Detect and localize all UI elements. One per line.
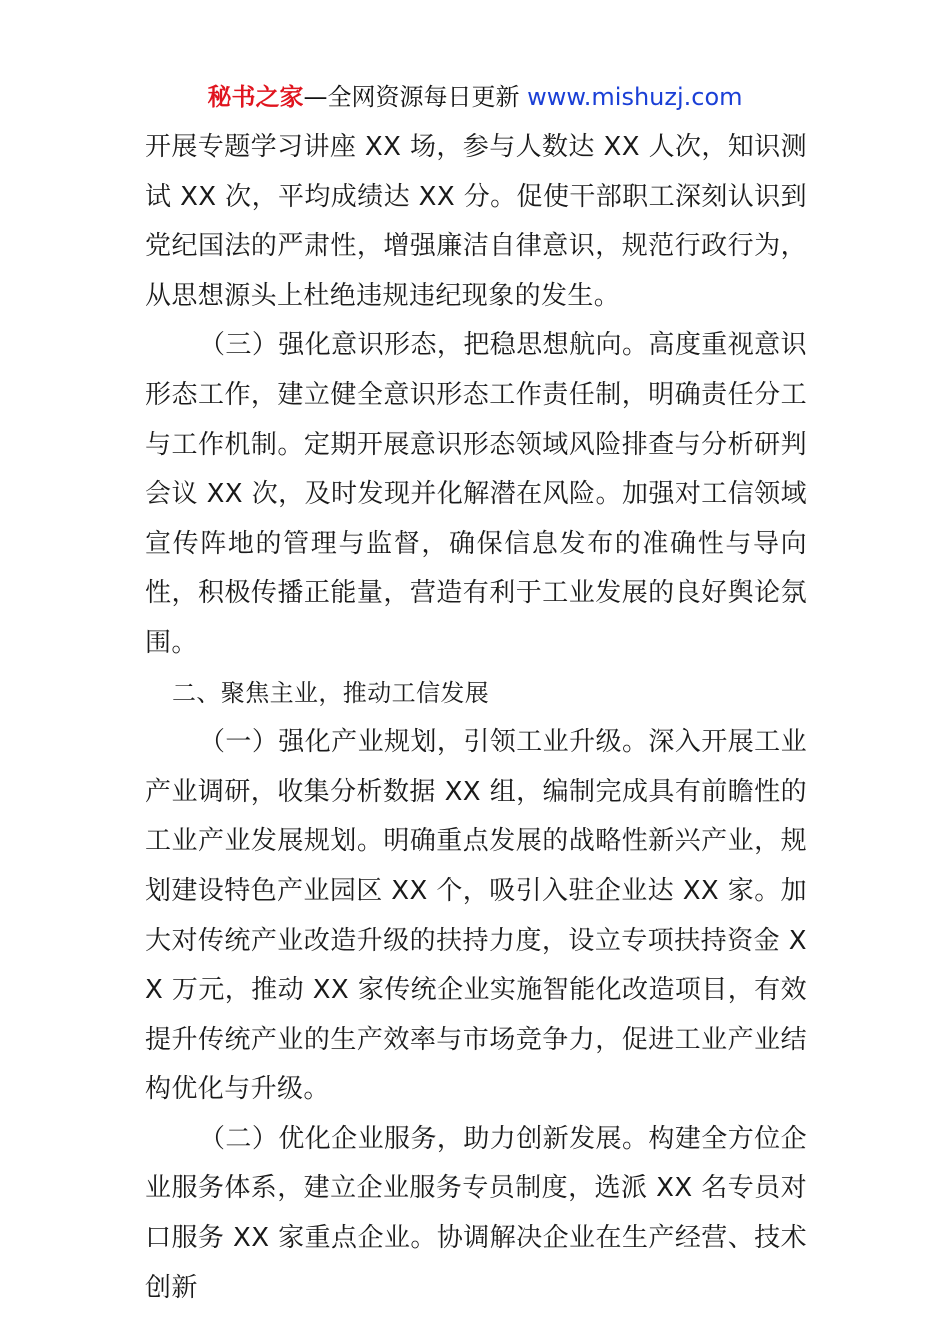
section-heading-two: 二、聚焦主业，推动工信发展: [172, 678, 490, 707]
paragraph-subsection-two: （二）优化企业服务，助力创新发展。构建全方位企业服务体系，建立企业服务专员制度，选派 XX 名专员对口服务 XX 家重点企业。协调解决企业在生产经营、技术创新: [145, 1123, 807, 1303]
brand-name: 秘书之家: [207, 83, 304, 111]
document-body: [145, 123, 807, 1313]
header-tagline: —全网资源每日更新: [303, 83, 520, 111]
paragraph-section-three: （三）强化意识形态，把稳思想航向。高度重视意识形态工作，建立健全意识形态工作责任制，明确责任分工与工作机制。定期开展意识形态领域风险排查与分析研判会议 XX 次，及时发现并化解潜在风险。加强对工信领域宣传阵地的管理与监督，确保信息发布的准确性与导向性，积极传播正能量，营造有利于工业发展的良好舆论氛围。: [145, 330, 807, 658]
paragraph-subsection-one: （一）强化产业规划，引领工业升级。深入开展工业产业调研，收集分析数据 XX 组，编制完成具有前瞻性的工业产业发展规划。明确重点发展的战略性新兴产业，规划建设特色产业园区 XX 个，吸引入驻企业达 XX 家。加大对传统产业改造升级的扶持力度，设立专项扶持资金 XX 万元，推动 XX 家传统企业实施智能化改造项目，有效提升传统产业的生产效率与市场竞争力，促进工业产业结构优化与升级。: [145, 727, 807, 1105]
paragraph-continuation: 开展专题学习讲座 XX 场，参与人数达 XX 人次，知识测试 XX 次，平均成绩达 XX 分。促使干部职工深刻认识到党纪国法的严肃性，增强廉洁自律意识，规范行政行为，从思想源头上杜绝违规违纪现象的发生。: [145, 132, 807, 311]
site-header: [0, 82, 950, 112]
site-url-link[interactable]: www.mishuzj.com: [527, 83, 743, 111]
